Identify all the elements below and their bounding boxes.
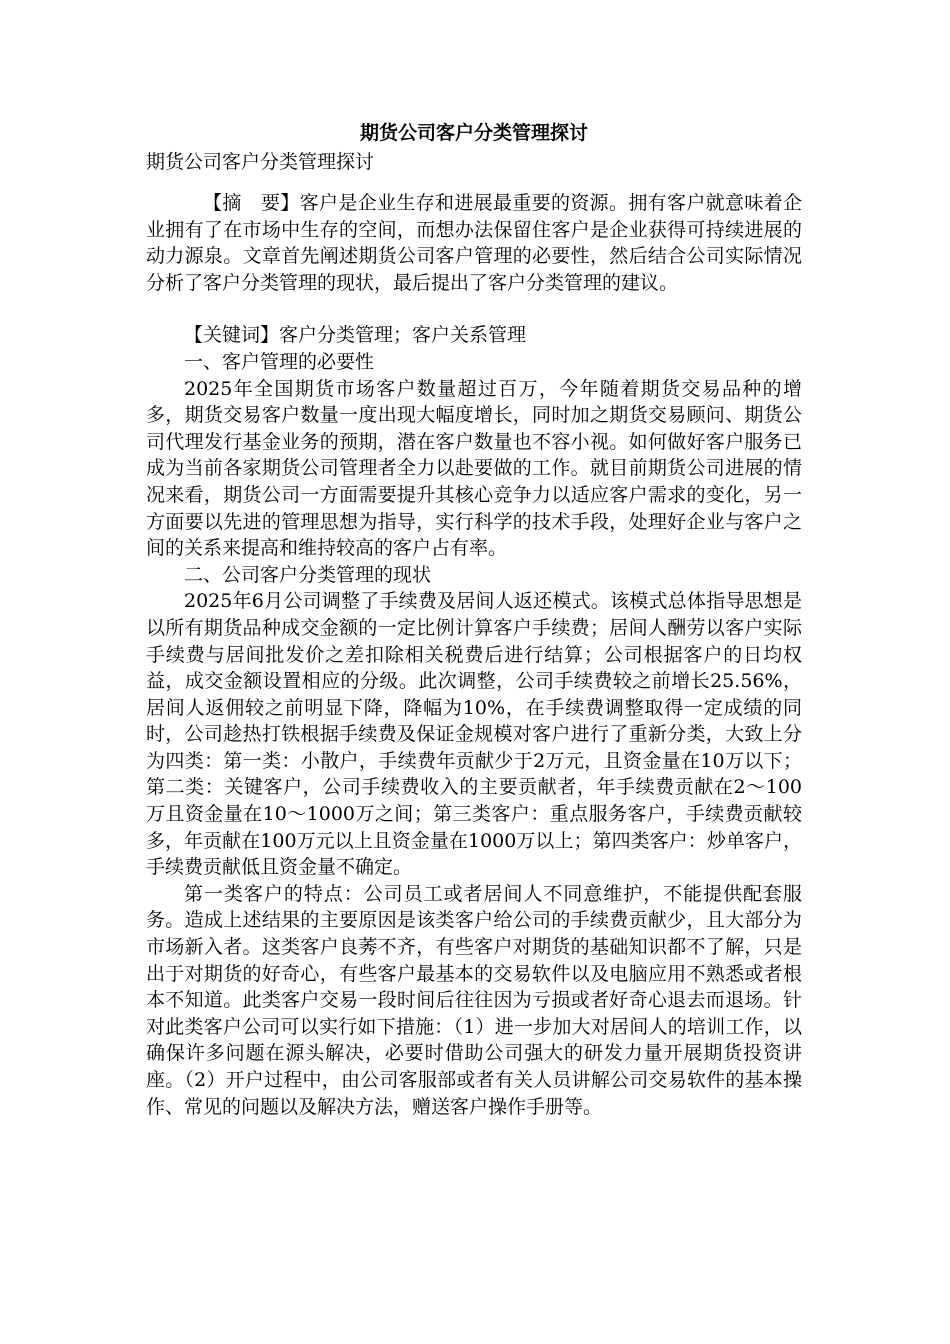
document-subtitle: 期货公司客户分类管理探讨: [146, 151, 375, 173]
body-paragraph: 第一类客户的特点：公司员工或者居间人不同意维护，不能提供配套服务。造成上述结果的主要原因是该类客户给公司的手续费贡献少，且大部分为市场新入者。这类客户良莠不齐，有些客户对期货的基础知识都不了解，只是出于对期货的好奇心，有些客户最基本的交易软件以及电脑应用不熟悉或者根本不知道。此类客户交易一段时间后往往因为亏损或者好奇心退去而退场。针对此类客户公司可以实行如下措施：（1）进一步加大对居间人的培训工作，以确保许多问题在源头解决，必要时借助公司强大的研发力量开展期货投资讲座。（2）开户过程中，由公司客服部或者有关人员讲解公司交易软件的基本操作、常见的问题以及解决方法，赠送客户操作手册等。: [146, 882, 802, 1118]
keywords-line: 【关键词】客户分类管理；客户关系管理: [184, 324, 527, 347]
document-title: 期货公司客户分类管理探讨: [359, 122, 588, 144]
body-paragraph: 2025年全国期货市场客户数量超过百万，今年随着期货交易品种的增多，期货交易客户数量一度出现大幅度增长，同时加之期货交易顾问、期货公司代理发行基金业务的预期，潜在客户数量也不容小视。如何做好客户服务已成为当前各家期货公司管理者全力以赴要做的工作。就目前期货公司进展的情况来看，期货公司一方面需要提升其核心竞争力以适应客户需求的变化，另一方面要以先进的管理思想为指导，实行科学的技术手段，处理好企业与客户之间的关系来提高和维持较高的客户占有率。: [146, 377, 802, 560]
abstract-paragraph: 【摘 要】客户是企业生存和进展最重要的资源。拥有客户就意味着企业拥有了在市场中生存的空间，而想办法保留住客户是企业获得可持续进展的动力源泉。文章首先阐述期货公司客户管理的必要性，然后结合公司实际情况分析了客户分类管理的现状，最后提出了客户分类管理的建议。: [146, 192, 802, 294]
body-paragraph: 2025年6月公司调整了手续费及居间人返还模式。该模式总体指导思想是以所有期货品种成交金额的一定比例计算客户手续费；居间人酬劳以客户实际手续费与居间批发价之差扣除相关税费后进行结算；公司根据客户的日均权益，成交金额设置相应的分级。此次调整，公司手续费较之前增长25.56%，居间人返佣较之前明显下降，降幅为10%，在手续费调整取得一定成绩的同时，公司趁热打铁根据手续费及保证金规模对客户进行了重新分类，大致上分为四类：第一类：小散户，手续费年贡献少于2万元，且资金量在10万以下；第二类：关键客户，公司手续费收入的主要贡献者，年手续费贡献在2～100万且资金量在10～1000万之间；第三类客户：重点服务客户，手续费贡献较多，年贡献在100万元以上且资金量在1000万以上；第四类客户：炒单客户，手续费贡献低且资金量不确定。: [146, 590, 802, 879]
document-page: [146, 118, 802, 1120]
section-heading-1: 一、客户管理的必要性: [184, 350, 375, 373]
section-heading-2: 二、公司客户分类管理的现状: [184, 563, 432, 586]
